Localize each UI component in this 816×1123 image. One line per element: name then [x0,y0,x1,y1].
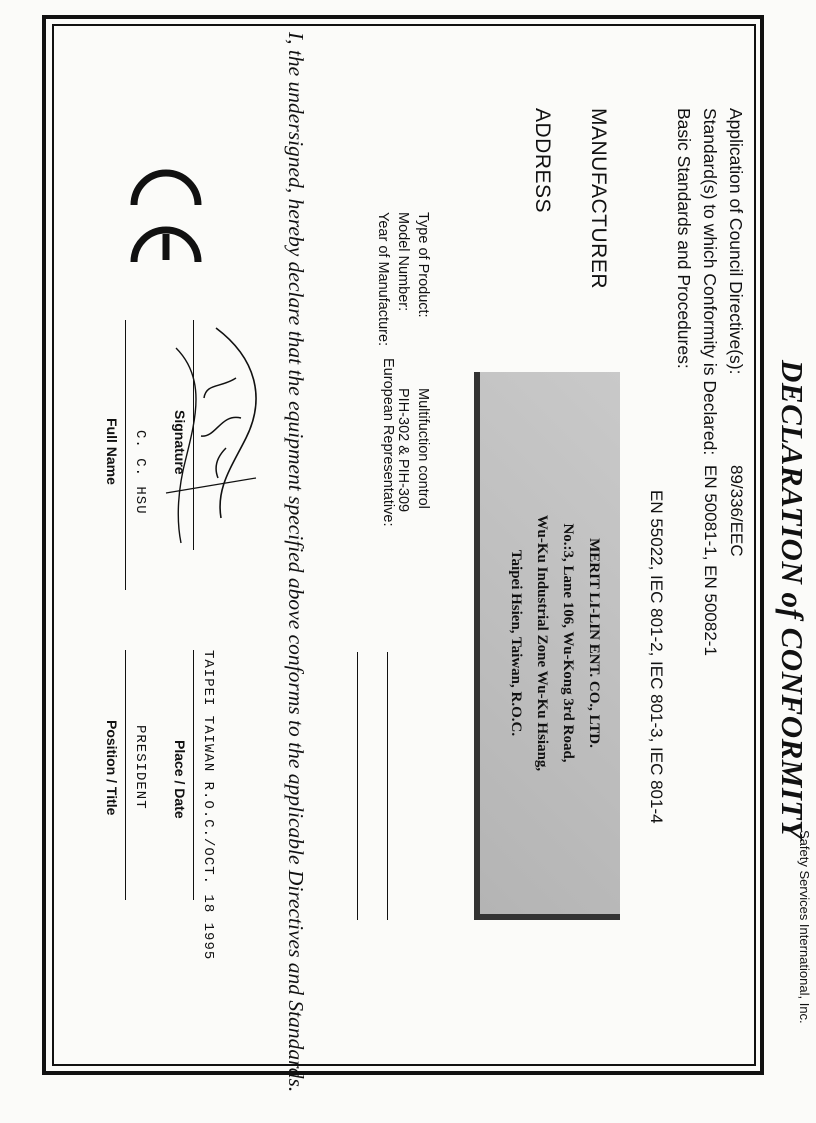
address-label: ADDRESS [531,108,554,214]
model-number-value: PIH-302 & PIH-309 [395,388,411,513]
place-date-line [193,650,194,900]
model-number-label: Model Number: [395,212,411,312]
full-name-caption: Full Name [104,418,120,485]
directive-label: Application of Council Directive(s): [726,108,746,375]
directive-value: 89/336/EEC [727,465,746,557]
address-line-2: Wu-Ku Industrial Zone Wu-Ku Hsiang, [534,514,550,772]
ce-mark [126,150,206,270]
position-value: PRESIDENT [132,725,148,810]
full-name-line [125,320,126,590]
manufacturer-name: MERIT LI-LIN ENT. CO., LTD. [586,538,602,748]
position-line [125,650,126,900]
address-line-1: No.:3, Lane 106, Wu-Kong 3rd Road, [560,523,576,763]
type-of-product-value: Multifuction control [415,388,431,509]
european-rep-line-2 [357,652,358,920]
standards-label: Standard(s) to which Conformity is Declared: [700,108,720,456]
document-title: DECLARATION of CONFORMITY [775,360,810,840]
manufacturer-address-box [474,372,620,920]
basic-standards-label: Basic Standards and Procedures: [674,108,694,369]
place-date-value: TAIPEI TAIWAN R.O.C./OCT. 18 1995 [200,650,216,961]
type-of-product-label: Type of Product: [415,212,431,318]
manufacturer-label: MANUFACTURER [587,108,610,290]
header-strip-text: Safety Services International, Inc. [797,830,812,1024]
position-caption: Position / Title [104,720,120,816]
address-line-3: Taipei Hsien, Taiwan, R.O.C. [508,549,524,737]
basic-standards-value: EN 55022, IEC 801-2, IEC 801-3, IEC 801-4 [647,490,666,824]
place-date-caption: Place / Date [172,740,188,819]
standards-value: EN 50081-1, EN 50082-1 [701,465,720,656]
signature-caption: Signature [172,410,188,475]
european-rep-label: European Representative: [380,358,396,527]
declaration-statement: I, the undersigned, hereby declare that the equipment specified above conforms to the applicable Directives and Standards. [284,32,308,1093]
year-label: Year of Manufacture: [375,212,391,347]
full-name-value: C. C. HSU [132,430,148,515]
signature-line [193,320,194,550]
european-rep-line-1 [387,652,388,920]
